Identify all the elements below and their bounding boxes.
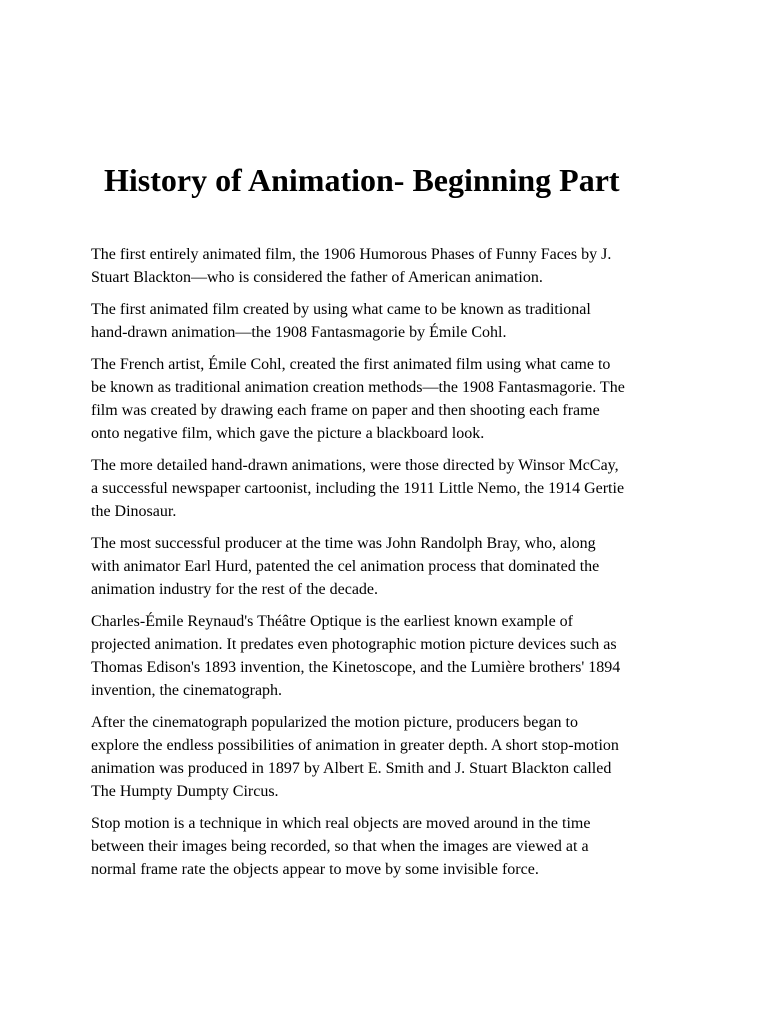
text-line: the Dinosaur. [91, 503, 177, 520]
paragraph [91, 532, 681, 601]
text-line: The first entirely animated film, the 1906 Humorous Phases of Funny Faces by J. [91, 246, 612, 263]
document-body [91, 243, 681, 890]
text-line: normal frame rate the objects appear to move by some invisible force. [91, 861, 539, 878]
text-line: Stop motion is a technique in which real objects are moved around in the time [91, 815, 591, 832]
text-line: Charles-Émile Reynaud's Théâtre Optique is the earliest known example of [91, 613, 573, 630]
text-line: projected animation. It predates even photographic motion picture devices such as [91, 636, 617, 653]
text-line: invention, the cinematograph. [91, 682, 283, 699]
text-line: Thomas Edison's 1893 invention, the Kinetoscope, and the Lumière brothers' 1894 [91, 659, 621, 676]
text-line: The more detailed hand-drawn animations, were those directed by Winsor McCay, [91, 457, 619, 474]
text-line: hand-drawn animation—the 1908 Fantasmagorie by Émile Cohl. [91, 324, 507, 341]
paragraph [91, 711, 681, 803]
text-line: explore the endless possibilities of animation in greater depth. A short stop-motion [91, 737, 619, 754]
text-line: onto negative film, which gave the picture a blackboard look. [91, 425, 485, 442]
text-line: The French artist, Émile Cohl, created the first animated film using what came to [91, 356, 611, 373]
text-line: The first animated film created by using what came to be known as traditional [91, 301, 591, 318]
text-line: be known as traditional animation creation methods—the 1908 Fantasmagorie. The [91, 379, 625, 396]
paragraph [91, 353, 681, 445]
text-line: between their images being recorded, so that when the images are viewed at a [91, 838, 589, 855]
paragraph [91, 812, 681, 881]
page-title: History of Animation- Beginning Part [104, 162, 620, 198]
paragraph [91, 454, 681, 523]
text-line: The Humpty Dumpty Circus. [91, 783, 279, 800]
text-line: Stuart Blackton—who is considered the father of American animation. [91, 269, 543, 286]
text-line: with animator Earl Hurd, patented the cel animation process that dominated the [91, 558, 600, 575]
text-line: After the cinematograph popularized the motion picture, producers began to [91, 714, 578, 731]
text-line: The most successful producer at the time was John Randolph Bray, who, along [91, 535, 596, 552]
text-line: a successful newspaper cartoonist, including the 1911 Little Nemo, the 1914 Gertie [91, 480, 625, 497]
text-line: animation was produced in 1897 by Albert E. Smith and J. Stuart Blackton called [91, 760, 612, 777]
paragraph [91, 610, 681, 702]
paragraph [91, 298, 681, 344]
text-line: film was created by drawing each frame on paper and then shooting each frame [91, 402, 600, 419]
text-line: animation industry for the rest of the decade. [91, 581, 379, 598]
paragraph [91, 243, 681, 289]
